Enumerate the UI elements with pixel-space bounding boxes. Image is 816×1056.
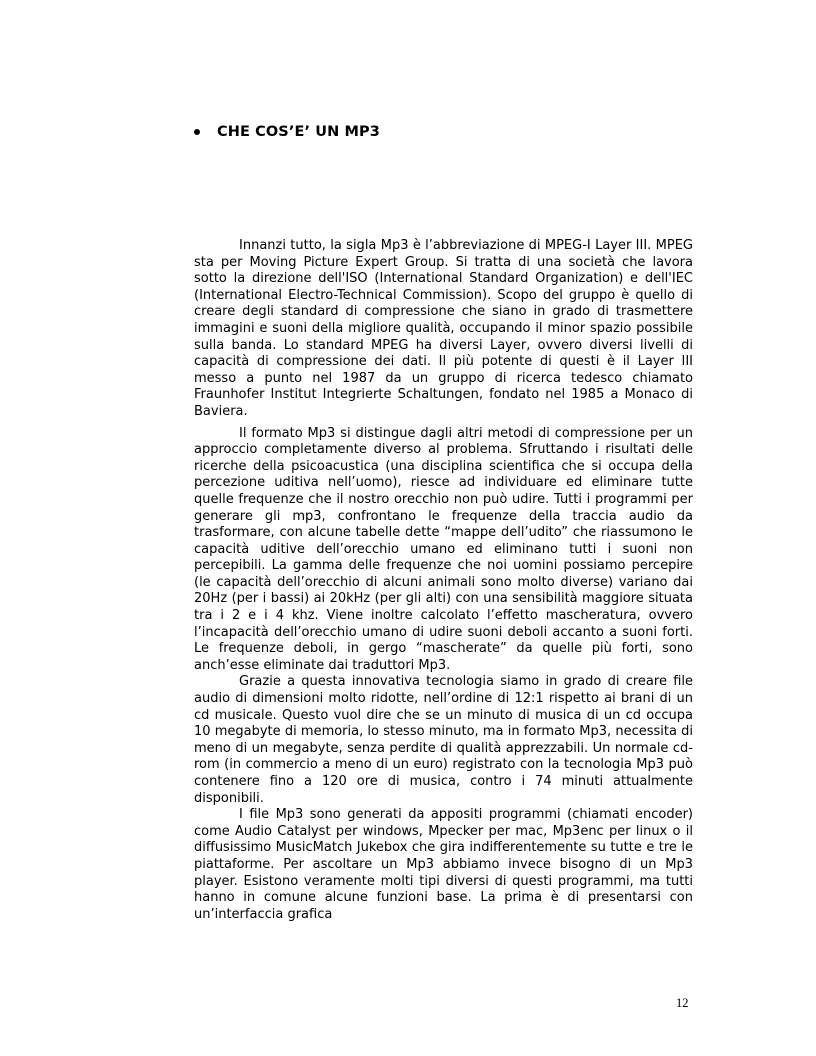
section-heading	[194, 124, 380, 140]
paragraph-4: I file Mp3 sono generati da appositi programmi (chiamati encoder) come Audio Catalyst per windows, Mpecker per mac, Mp3enc per linux o il diffusissimo MusicMatch Jukebox che gira indifferentemente su tutte e tre le piattaforme. Per ascoltare un Mp3 abbiamo invece bisogno di un Mp3 player. Esistono veramente molti tipi diversi di questi programmi, ma tutti hanno in comune alcune funzioni base. La prima è di presentarsi con un’interfaccia grafica	[194, 807, 693, 922]
section-title: CHE COS’E’ UN MP3	[217, 124, 380, 140]
paragraph-2: Il formato Mp3 si distingue dagli altri metodi di compressione per un approccio completamente diverso al problema. Sfruttando i risultati delle ricerche della psicoacustica (una disciplina scientifica che si occupa della percezione uditiva nell’uomo), riesce ad individuare ed eliminare tutte quelle frequenze che il nostro orecchio non può udire. Tutti i programmi per generare gli mp3, confrontano le frequenze della traccia audio da trasformare, con alcune tabelle dette “mappe dell’udito” che riassumono le capacità uditive dell’orecchio umano ed eliminano tutti i suoni non percepibili. La gamma delle frequenze che noi uomini possiamo percepire (le capacità dell’orecchio di alcuni animali sono molto diverse) variano dai 20Hz (per i bassi) ai 20kHz (per gli alti) con una sensibilità maggiore situata tra i 2 e i 4 khz. Viene inoltre calcolato l’effetto mascheratura, ovvero l’incapacità dell’orecchio umano di udire suoni deboli accanto a suoni forti. Le frequenze deboli, in gergo “mascherate” da quelle più forti, sono anch’esse eliminate dai traduttori Mp3.	[194, 425, 693, 673]
body-text	[194, 238, 693, 923]
paragraph-1: Innanzi tutto, la sigla Mp3 è l’abbreviazione di MPEG-I Layer III. MPEG sta per Moving Picture Expert Group. Si tratta di una società che lavora sotto la direzione dell'ISO (International Standard Organization) e dell'IEC (International Electro-Technical Commission). Scopo del gruppo è quello di creare degli standard di compressione che siano in grado di trasmettere immagini e suoni della migliore qualità, occupando il minor spazio possibile sulla banda. Lo standard MPEG ha diversi Layer, ovvero diversi livelli di capacità di compressione dei dati. Il più potente di questi è il Layer III messo a punto nel 1987 da un gruppo di ricerca tedesco chiamato Fraunhofer Institut Integrierte Schaltungen, fondato nel 1985 a Monaco di Baviera.	[194, 238, 693, 419]
bullet-icon	[194, 129, 200, 135]
paragraph-3: Grazie a questa innovativa tecnologia siamo in grado di creare file audio di dimensioni molto ridotte, nell’ordine di 12:1 rispetto ai brani di un cd musicale. Questo vuol dire che se un minuto di musica di un cd occupa 10 megabyte di memoria, lo stesso minuto, ma in formato Mp3, necessita di meno di un megabyte, senza perdite di qualità apprezzabili. Un normale cd-rom (in commercio a meno di un euro) registrato con la tecnologia Mp3 può contenere fino a 120 ore di musica, contro i 74 minuti attualmente disponibili.	[194, 674, 693, 806]
page-number: 12	[676, 996, 689, 1010]
